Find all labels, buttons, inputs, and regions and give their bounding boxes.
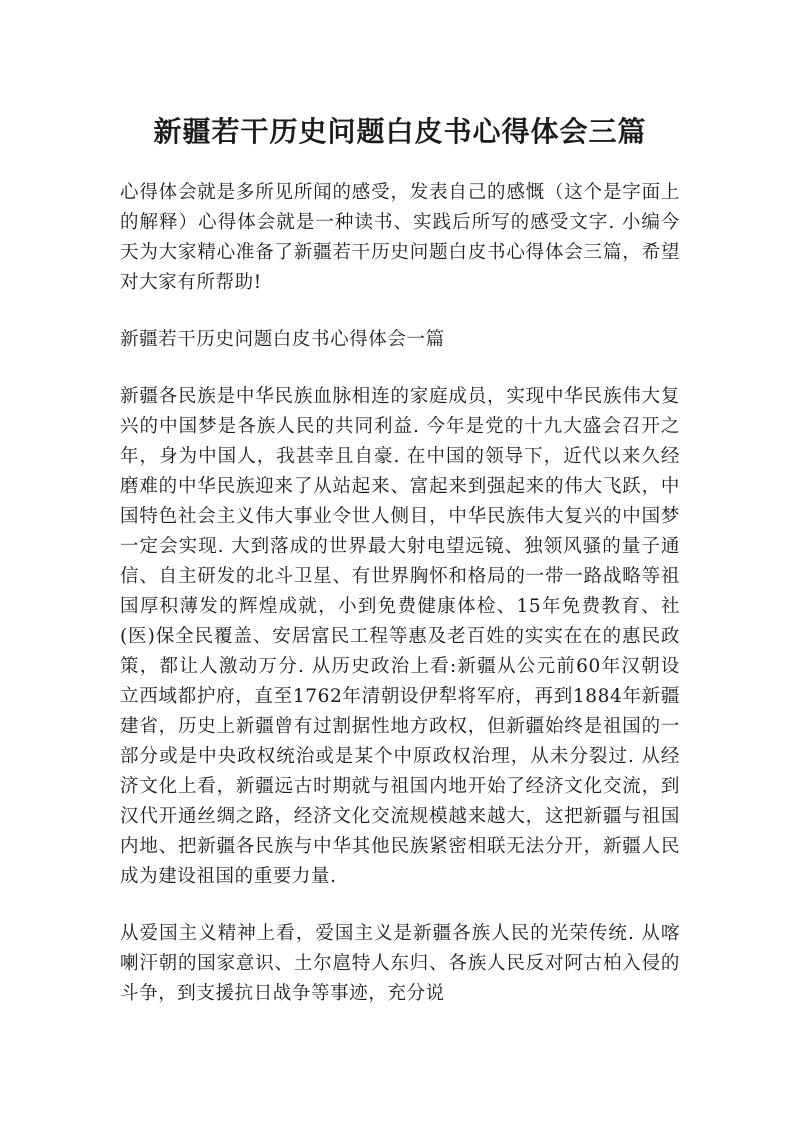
body-paragraph: 从爱国主义精神上看，爱国主义是新疆各族人民的光荣传统. 从喀喇汗朝的国家意识、土尔扈特人东归、各族人民反对阿古柏入侵的斗争，到支援抗日战争等事迹，充分说 — [120, 923, 680, 1004]
intro-paragraph: 心得体会就是多所见所闻的感受，发表自己的感慨（这个是字面上的解释）心得体会就是一种读书、实践后所写的感受文字. 小编今天为大家精心准备了新疆若干历史问题白皮书心得体会三篇，希望对大家有所帮助! — [120, 182, 680, 293]
section-heading: 新疆若干历史问题白皮书心得体会一篇 — [120, 329, 445, 350]
document-body — [120, 178, 680, 1036]
document-title: 新疆若干历史问题白皮书心得体会三篇 — [153, 115, 647, 148]
body-paragraph: 新疆各民族是中华民族血脉相连的家庭成员，实现中华民族伟大复兴的中国梦是各族人民的共同利益. 今年是党的十九大盛会召开之年，身为中国人，我甚幸且自豪. 在中国的领导下，近代以来久经磨难的中华民族迎来了从站起来、富起来到强起来的伟大飞跃，中国特色社会主义伟大事业令世人侧目，中华民族伟大复兴的中国梦一定会实现. 大到落成的世界最大射电望远镜、独领风骚的量子通信、自主研发的北斗卫星、有世界胸怀和格局的一带一路战略等祖国厚积薄发的辉煌成就，小到免费健康体检、15年免费教育、社(医)保全民覆盖、安居富民工程等惠及老百姓的实实在在的惠民政策，都让人激动万分. 从历史政治上看:新疆从公元前60年汉朝设立西域都护府，直至1762年清朝设伊犁将军府，再到1884年新疆建省，历史上新疆曾有过割据性地方政权，但新疆始终是祖国的一部分或是中央政权统治或是某个中原政权治理，从未分裂过. 从经济文化上看，新疆远古时期就与祖国内地开始了经济文化交流，到汉代开通丝绸之路，经济文化交流规模越来越大，这把新疆与祖国内地、把新疆各民族与中华其他民族紧密相联无法分开，新疆人民成为建设祖国的重要力量. — [120, 386, 680, 887]
